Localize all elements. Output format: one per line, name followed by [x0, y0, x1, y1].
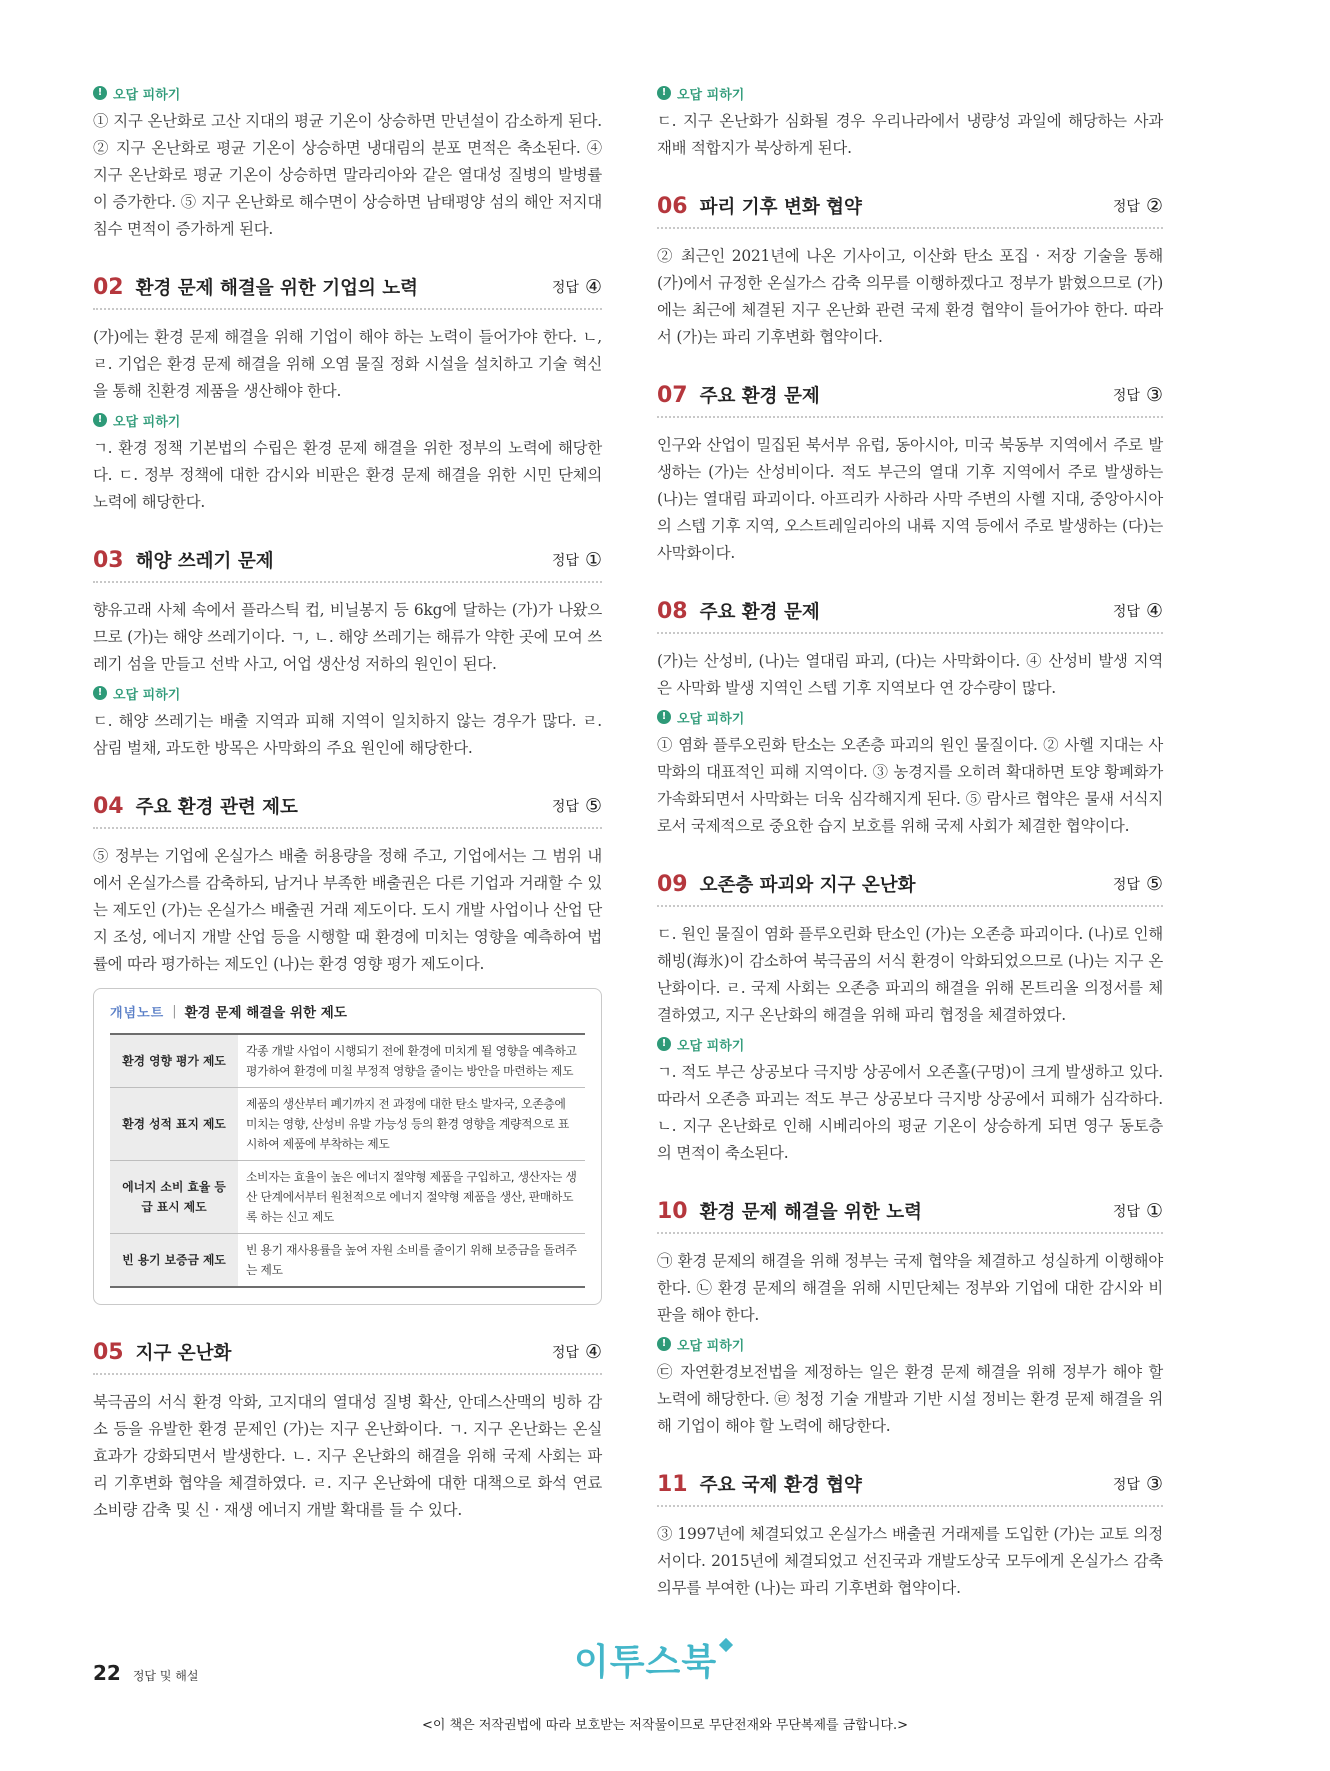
- watermark-accent: [719, 1638, 733, 1652]
- question-explanation: 북극곰의 서식 환경 악화, 고지대의 열대성 질병 확산, 안데스산맥의 빙하 감소 등을 유발한 환경 문제인 (가)는 지구 온난화이다. ㄱ. 지구 온난화는 온실 효과가 강화되면서 발생한다. ㄴ. 지구 온난화의 해결을 위해 국제 사회는 파리 기후변화 협약을 체결하였다. ㄹ. 지구 온난화에 대한 대책으로 화석 연료 소비량 감축 및 신 · 재생 에너지 개발 확대를 들 수 있다.: [93, 1393, 602, 1519]
- exclamation-icon: !: [93, 86, 107, 100]
- page-section-label: 정답 및 해설: [132, 1669, 199, 1683]
- question-08: [657, 594, 1163, 840]
- question-title: 주요 환경 관련 제도: [135, 797, 298, 818]
- answer-badge: 정답 ④: [1112, 600, 1163, 622]
- question-number: 08: [657, 598, 688, 624]
- question-header: [657, 594, 1163, 634]
- q01-warn-block: [93, 84, 602, 243]
- question-explanation: ㉠ 환경 문제의 해결을 위해 정부는 국제 협약을 체결하고 성실하게 이행해야 한다. ㉡ 환경 문제의 해결을 위해 시민단체는 정부와 기업에 대한 감시와 비판을 해야 한다.: [657, 1252, 1163, 1324]
- table-row: 환경 성적 표지 제도 제품의 생산부터 폐기까지 전 과정에 대한 탄소 발자국, 오존층에 미치는 영향, 산성비 유발 가능성 등의 환경 영향을 계량적으로 표시하여 제품에 부착하는 제도: [110, 1088, 585, 1161]
- question-header: [657, 867, 1163, 907]
- question-title: 환경 문제 해결을 위한 기업의 노력: [135, 278, 419, 299]
- question-02: [93, 270, 602, 516]
- question-number: 07: [657, 382, 688, 408]
- answer-badge: 정답 ⑤: [1112, 873, 1163, 895]
- question-explanation: (가)에는 환경 문제 해결을 위해 기업이 해야 하는 노력이 들어가야 한다. ㄴ, ㄹ. 기업은 환경 문제 해결을 위해 오염 물질 정화 시설을 설치하고 기술 혁신을 통해 친환경 제품을 생산해야 한다.: [93, 328, 602, 400]
- right-column: [657, 84, 1163, 1629]
- question-number: 11: [657, 1471, 688, 1497]
- question-11: [657, 1467, 1163, 1602]
- page-number: 22: [93, 1661, 121, 1685]
- answer-badge: 정답 ②: [1112, 195, 1163, 217]
- warn-heading: ! 오답 피하기: [657, 1035, 1163, 1053]
- question-number: 02: [93, 274, 124, 300]
- exclamation-icon: !: [657, 710, 671, 724]
- question-header: [657, 378, 1163, 418]
- question-title: 주요 환경 문제: [699, 386, 820, 407]
- question-number: 05: [93, 1339, 124, 1365]
- question-header: [93, 1335, 602, 1375]
- concept-note-box: [93, 988, 602, 1305]
- question-title: 오존층 파괴와 지구 온난화: [699, 875, 916, 896]
- question-explanation: ㄷ. 원인 물질이 염화 플루오린화 탄소인 (가)는 오존층 파괴이다. (나)로 인해 해빙(海氷)이 감소하여 북극곰의 서식 환경이 악화되었으므로 (나)는 지구 온난화이다. ㄹ. 국제 사회는 오존층 파괴의 해결을 위해 몬트리올 의정서를 체결하였고, 지구 온난화의 해결을 위해 파리 협정을 체결하였다.: [657, 925, 1163, 1024]
- question-05: [93, 1335, 602, 1524]
- question-header: [657, 189, 1163, 229]
- question-header: [93, 543, 602, 583]
- concept-note-header: 개념노트 | 환경 문제 해결을 위한 제도: [110, 1001, 585, 1021]
- question-title: 파리 기후 변화 협약: [699, 197, 862, 218]
- table-row: 환경 영향 평가 제도 각종 개발 사업이 시행되기 전에 환경에 미치게 될 영향을 예측하고 평가하여 환경에 미칠 부정적 영향을 줄이는 방안을 마련하는 제도: [110, 1034, 585, 1088]
- question-09: [657, 867, 1163, 1167]
- question-title: 환경 문제 해결을 위한 노력: [699, 1202, 922, 1223]
- warn-text: ㄱ. 환경 정책 기본법의 수립은 환경 문제 해결을 위한 정부의 노력에 해당한다. ㄷ. 정부 정책에 대한 감시와 비판은 환경 문제 해결을 위한 시민 단체의 노력에 해당한다.: [93, 439, 602, 511]
- warn-text: ㄷ. 해양 쓰레기는 배출 지역과 피해 지역이 일치하지 않는 경우가 많다. ㄹ. 삼림 벌채, 과도한 방목은 사막화의 주요 원인에 해당한다.: [93, 712, 602, 757]
- question-explanation: ② 최근인 2021년에 나온 기사이고, 이산화 탄소 포집 · 저장 기술을 통해 (가)에서 규정한 온실가스 감축 의무를 이행하겠다고 정부가 밝혔으므로 (가)에는 최근에 체결된 지구 온난화 관련 국제 환경 협약이 들어가야 한다. 따라서 (가)는 파리 기후변화 협약이다.: [657, 247, 1163, 346]
- question-04: [93, 789, 602, 978]
- question-header: [93, 789, 602, 829]
- answer-badge: 정답 ③: [1112, 1473, 1163, 1495]
- warn-text: ① 염화 플루오린화 탄소는 오존층 파괴의 원인 물질이다. ② 사헬 지대는 사막화의 대표적인 피해 지역이다. ③ 농경지를 오히려 확대하면 토양 황폐화가 가속화되면서 사막화는 더욱 심각해지게 된다. ⑤ 람사르 협약은 물새 서식지로서 국제적으로 중요한 습지 보호를 위해 국제 사회가 체결한 협약이다.: [657, 736, 1163, 835]
- warn-heading: ! 오답 피하기: [93, 84, 602, 102]
- question-number: 06: [657, 193, 688, 219]
- warn-heading: ! 오답 피하기: [657, 1335, 1163, 1353]
- question-title: 주요 국제 환경 협약: [699, 1475, 862, 1496]
- warn-text: ㉢ 자연환경보전법을 제정하는 일은 환경 문제 해결을 위해 정부가 해야 할 노력에 해당한다. ㉣ 청정 기술 개발과 기반 시설 정비는 환경 문제 해결을 위해 기업이 해야 할 노력에 해당한다.: [657, 1363, 1163, 1435]
- left-column: [93, 84, 602, 1551]
- answer-badge: 정답 ③: [1112, 384, 1163, 406]
- question-10: [657, 1194, 1163, 1440]
- question-number: 03: [93, 547, 124, 573]
- warn-heading: ! 오답 피하기: [93, 684, 602, 702]
- question-explanation: ③ 1997년에 체결되었고 온실가스 배출권 거래제를 도입한 (가)는 교토 의정서이다. 2015년에 체결되었고 선진국과 개발도상국 모두에게 온실가스 감축 의무를 부여한 (나)는 파리 기후변화 협약이다.: [657, 1525, 1163, 1597]
- exclamation-icon: !: [657, 86, 671, 100]
- question-header: [657, 1467, 1163, 1507]
- publisher-watermark: 이투스북: [574, 1634, 731, 1685]
- answer-badge: 정답 ①: [1112, 1200, 1163, 1222]
- question-06: [657, 189, 1163, 351]
- question-title: 주요 환경 문제: [699, 602, 820, 623]
- concept-note-tag: 개념노트: [110, 1005, 165, 1021]
- question-explanation: (가)는 산성비, (나)는 열대림 파괴, (다)는 사막화이다. ④ 산성비 발생 지역은 사막화 발생 지역인 스텝 기후 지역보다 연 강수량이 많다.: [657, 652, 1163, 697]
- table-row: 에너지 소비 효율 등급 표시 제도 소비자는 효율이 높은 에너지 절약형 제품을 구입하고, 생산자는 생산 단계에서부터 원천적으로 에너지 절약형 제품을 생산, 판매하도록 하는 신고 제도: [110, 1161, 585, 1234]
- exclamation-icon: !: [93, 686, 107, 700]
- question-explanation: 인구와 산업이 밀집된 북서부 유럽, 동아시아, 미국 북동부 지역에서 주로 발생하는 (가)는 산성비이다. 적도 부근의 열대 기후 지역에서 주로 발생하는 (나)는 열대림 파괴이다. 아프리카 사하라 사막 주변의 사헬 지대, 중앙아시아의 스텝 기후 지역, 오스트레일리아의 내륙 지역 등에서 주로 발생하는 (다)는 사막화이다.: [657, 436, 1163, 562]
- question-number: 09: [657, 871, 688, 897]
- question-number: 10: [657, 1198, 688, 1224]
- question-title: 해양 쓰레기 문제: [135, 551, 274, 572]
- concept-note-title: 환경 문제 해결을 위한 제도: [184, 1005, 347, 1021]
- question-header: [657, 1194, 1163, 1234]
- question-header: [93, 270, 602, 310]
- warn-heading: ! 오답 피하기: [657, 708, 1163, 726]
- answer-badge: 정답 ④: [551, 1341, 602, 1363]
- q05-warn-block: [657, 84, 1163, 162]
- question-explanation: ⑤ 정부는 기업에 온실가스 배출 허용량을 정해 주고, 기업에서는 그 범위 내에서 온실가스를 감축하되, 남거나 부족한 배출권은 다른 기업과 거래할 수 있는 제도인 (가)는 온실가스 배출권 거래 제도이다. 도시 개발 사업이나 산업 단지 조성, 에너지 개발 산업 등을 시행할 때 환경에 미치는 영향을 예측하여 법률에 따라 평가하는 제도인 (나)는 환경 영향 평가 제도이다.: [93, 847, 602, 973]
- warn-heading: ! 오답 피하기: [93, 411, 602, 429]
- exclamation-icon: !: [657, 1037, 671, 1051]
- question-03: [93, 543, 602, 762]
- answer-badge: 정답 ④: [551, 276, 602, 298]
- exclamation-icon: !: [657, 1337, 671, 1351]
- answer-badge: 정답 ⑤: [551, 795, 602, 817]
- question-number: 04: [93, 793, 124, 819]
- copyright-notice: <이 책은 저작권법에 따라 보호받는 저작물이므로 무단전재와 무단복제를 금합니다.>: [422, 1718, 908, 1733]
- warn-text: ㄱ. 적도 부근 상공보다 극지방 상공에서 오존홀(구멍)이 크게 발생하고 있다. 따라서 오존층 파괴는 적도 부근 상공보다 극지방 상공에서 피해가 심각하다. ㄴ. 지구 온난화로 인해 시베리아의 평균 기온이 상승하게 되면 영구 동토층의 면적이 축소된다.: [657, 1063, 1163, 1162]
- warn-heading: ! 오답 피하기: [657, 84, 1163, 102]
- page-footer: [93, 1661, 198, 1685]
- q05-warn-text: ㄷ. 지구 온난화가 심화될 경우 우리나라에서 냉량성 과일에 해당하는 사과 재배 적합지가 북상하게 된다.: [657, 112, 1163, 157]
- question-07: [657, 378, 1163, 567]
- exclamation-icon: !: [93, 413, 107, 427]
- question-title: 지구 온난화: [135, 1343, 232, 1364]
- question-explanation: 향유고래 사체 속에서 플라스틱 컵, 비닐봉지 등 6kg에 달하는 (가)가 나왔으므로 (가)는 해양 쓰레기이다. ㄱ, ㄴ. 해양 쓰레기는 해류가 약한 곳에 모여 쓰레기 섬을 만들고 선박 사고, 어업 생산성 저하의 원인이 된다.: [93, 601, 602, 673]
- concept-table: [110, 1033, 585, 1288]
- answer-badge: 정답 ①: [551, 549, 602, 571]
- q01-warn-text: ① 지구 온난화로 고산 지대의 평균 기온이 상승하면 만년설이 감소하게 된다. ② 지구 온난화로 평균 기온이 상승하면 냉대림의 분포 면적은 축소된다. ④ 지구 온난화로 평균 기온이 상승하면 말라리아와 같은 열대성 질병의 발병률이 증가한다. ⑤ 지구 온난화로 해수면이 상승하면 남태평양 섬의 해안 저지대 침수 면적이 증가하게 된다.: [93, 112, 602, 238]
- table-row: 빈 용기 보증금 제도 빈 용기 재사용률을 높여 자원 소비를 줄이기 위해 보증금을 돌려주는 제도: [110, 1234, 585, 1288]
